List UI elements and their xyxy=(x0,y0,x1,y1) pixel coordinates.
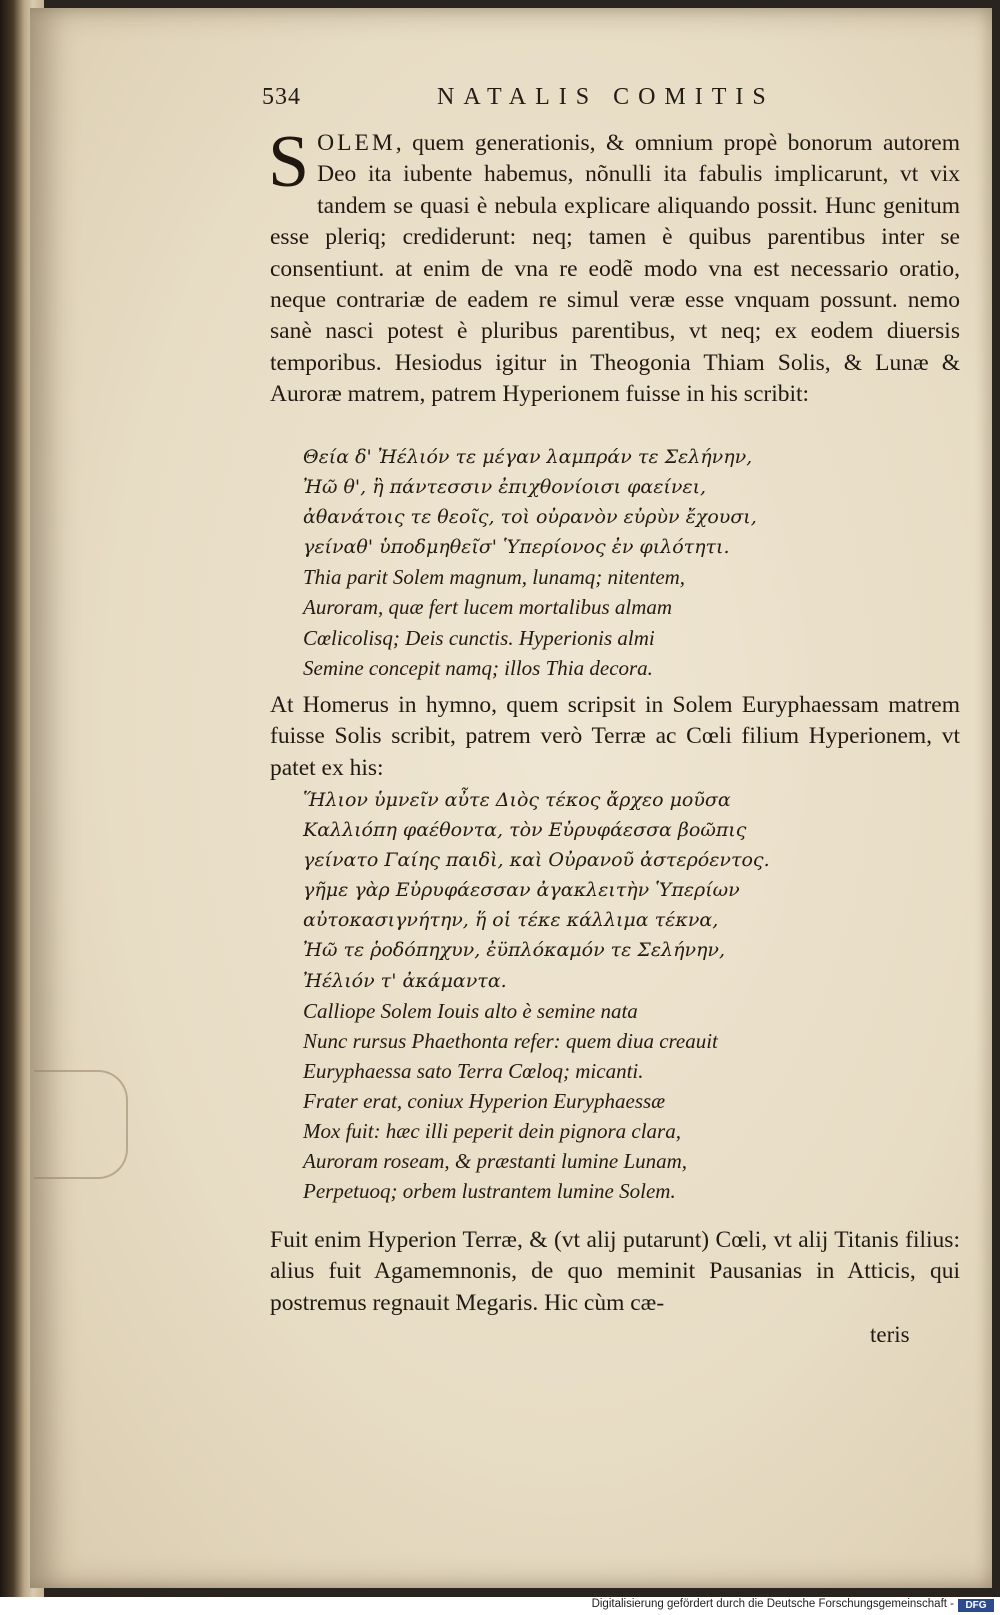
paragraph-2: At Homerus in hymno, quem scripsit in Solem Euryphaessam matrem fuisse Solis scribit, patrem verò Terræ ac Cœli filium Hyperionem, vt patet ex his: xyxy=(270,692,960,781)
greek-verse-line: Καλλιόπη φαέθοντα, τὸν Εὐρυφάεσσα βοῶπις xyxy=(303,819,747,842)
folio-number: 534 xyxy=(262,84,301,110)
drop-cap: S xyxy=(268,121,310,203)
greek-verse-line: ἀθανάτοις τε θεοῖς, τοὶ οὐρανὸν εὐρὺν ἔχουσι, xyxy=(303,506,757,529)
dfg-logo: DFG xyxy=(958,1599,994,1612)
paragraph-1-text: , quem generationis, & omnium propè bonorum autorem Deo ita iubente habemus, nõnulli ita fabulis implicarunt, vt vix tandem se quasi è nebula explicare aliquando possit. Hunc genitum esse pleriq; crediderunt: neq; tamen è quibus parentibus inter se consentiunt. at enim de vna re eodẽ modo vna est necessario oratio, neque contrariæ de eadem re simul veræ esse vnquam possunt. nemo sanè nasci potest è pluribus parentibus, vt neq; ex eodem diuersis temporibus. Hesiodus igitur in Theogonia Thiam Solis, & Lunæ & Auroræ matrem, patrem Hyperionem fuisse in his scribit: xyxy=(270,130,960,408)
latin-verse-line: Auroram, quæ fert lucem mortalibus almam xyxy=(303,595,673,620)
latin-verse-line: Euryphaessa sato Terra Cœloq; micanti. xyxy=(303,1058,644,1083)
greek-verse-line: γείναθ' ὑποδμηθεῖσ' Ὑπερίονος ἐν φιλότητι. xyxy=(303,536,730,559)
latin-verse-line: Mox fuit: hæc illi peperit dein pignora clara, xyxy=(303,1119,681,1144)
greek-verse-line: Ἥλιον ὑμνεῖν αὖτε Διὸς τέκος ἄρχεο μοῦσα xyxy=(303,789,731,811)
catchword: teris xyxy=(870,1322,910,1347)
greek-verse-line: Ἠῶ τε ῥοδόπηχυν, ἐϋπλόκαμόν τε Σελήνην, xyxy=(303,939,725,962)
paragraph-3: Fuit enim Hyperion Terræ, & (vt alij putarunt) Cœli, vt alij Titanis filius: alius fuit Agamemnonis, de quo meminit Pausanias in Atticis, qui postremus regnauit Megaris. Hic cùm cæ- xyxy=(270,1227,960,1316)
greek-verse-line: Θεία δ' Ἠέλιόν τε μέγαν λαμπράν τε Σελήνην, xyxy=(303,446,753,468)
greek-verse-line: Ἠέλιόν τ' ἀκάμαντα. xyxy=(303,969,507,992)
greek-verse-line: γῆμε γὰρ Εὐρυφάεσσαν ἀγακλειτὴν Ὑπερίων xyxy=(303,879,740,902)
greek-verse-line: Ἠῶ θ', ἣ πάντεσσιν ἐπιχθονίοισι φαείνει, xyxy=(303,476,707,499)
running-title: NATALIS COMITIS xyxy=(437,84,775,110)
footer-credit: Digitalisierung gefördert durch die Deutsche Forschungsgemeinschaft - xyxy=(591,1598,954,1610)
opening-smallcaps: OLEM xyxy=(317,130,396,156)
latin-verse-line: Nunc rursus Phaethonta refer: quem diua creauit xyxy=(303,1028,718,1053)
verse-block-hesiod xyxy=(303,442,933,683)
digitization-footer xyxy=(0,1597,1000,1615)
latin-verse-line: Auroram roseam, & præstanti lumine Lunam, xyxy=(303,1149,688,1174)
latin-verse-line: Cœlicolisq; Deis cunctis. Hyperionis almi xyxy=(303,625,655,650)
latin-verse-line: Perpetuoq; orbem lustrantem lumine Solem. xyxy=(303,1179,676,1204)
page-header xyxy=(262,84,922,118)
paper-clip-mark xyxy=(34,1070,128,1179)
latin-verse-line: Thia parit Solem magnum, lunamq; nitentem, xyxy=(303,565,686,590)
paragraph-1 xyxy=(268,121,960,411)
verse-block-homer xyxy=(303,785,933,1206)
greek-verse-line: γείνατο Γαίης παιδὶ, καὶ Οὐρανοῦ ἀστερόεντος. xyxy=(303,849,770,872)
greek-verse-line: αὐτοκασιγνήτην, ἥ οἱ τέκε κάλλιμα τέκνα, xyxy=(303,909,719,932)
latin-verse-line: Calliope Solem Iouis alto è semine nata xyxy=(303,998,638,1023)
latin-verse-line: Semine concepit namq; illos Thia decora. xyxy=(303,655,653,680)
latin-verse-line: Frater erat, coniux Hyperion Euryphaessæ xyxy=(303,1088,666,1113)
